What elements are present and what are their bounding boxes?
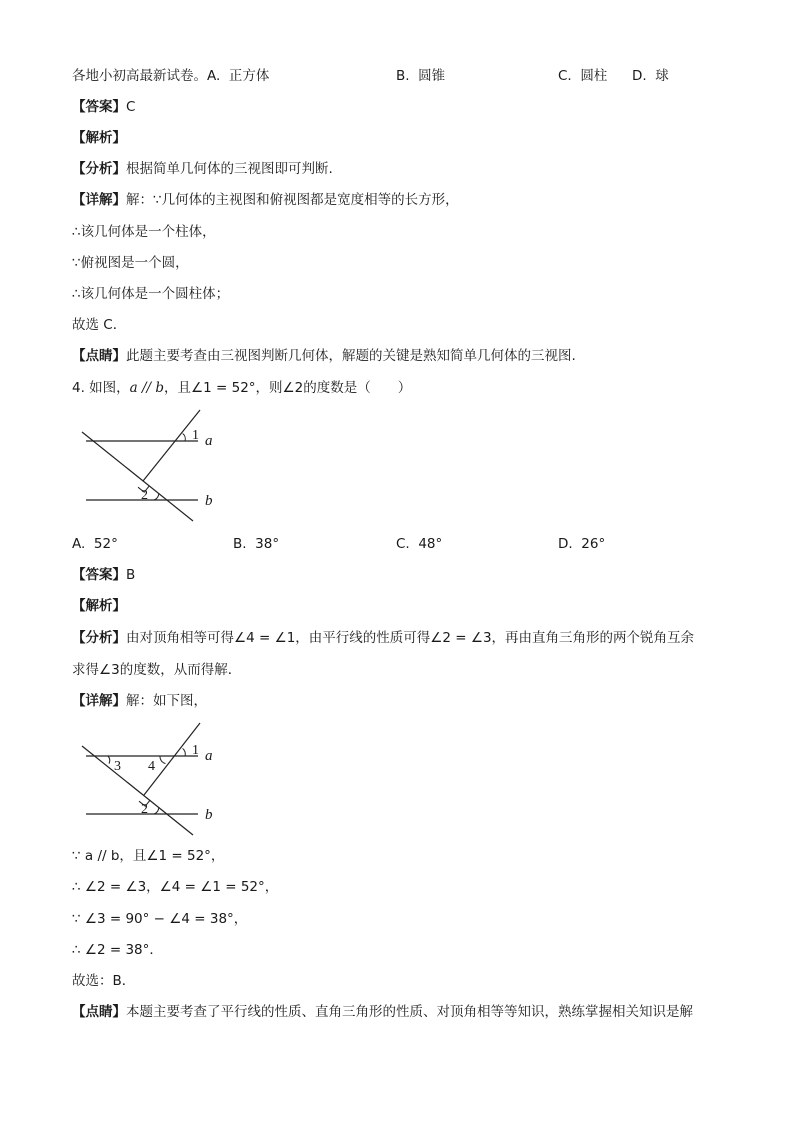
q4-answer-tag: 【答案】	[72, 567, 126, 583]
q3-xiangjie	[72, 190, 459, 210]
label-2: 2	[141, 488, 148, 503]
q3-step-1: ∴该几何体是一个柱体，	[72, 224, 216, 240]
label-2: 2	[141, 802, 148, 817]
q4-option-d-letter: D.	[558, 536, 573, 552]
label-3: 3	[114, 759, 121, 774]
q3-dianjing-tag: 【点睛】	[72, 348, 126, 364]
q4-step-1: ∵ a // b，且∠1 = 52°，	[72, 848, 225, 864]
q4-xiangjie	[72, 691, 207, 711]
q3-fenxi-text: 根据简单几何体的三视图即可判断.	[126, 161, 333, 177]
q4-stem	[72, 378, 411, 398]
q4-figure-1	[78, 405, 228, 525]
q4-fenxi-tag: 【分析】	[72, 630, 126, 646]
q3-xiangjie-tag: 【详解】	[72, 192, 126, 208]
angle-2-arc	[154, 493, 159, 500]
q3-prefix: 各地小初高最新试卷。	[72, 68, 207, 84]
q3-fenxi-tag: 【分析】	[72, 161, 126, 177]
q4-stem-a: 4. 如图，	[72, 380, 130, 396]
q4-option-c-text: 48°	[418, 536, 443, 552]
q3-xiangjie-text: 解：∵几何体的主视图和俯视图都是宽度相等的长方形，	[126, 192, 459, 208]
q4-fenxi-text-1: 由对顶角相等可得∠4 = ∠1，由平行线的性质可得∠2 = ∠3，再由直角三角形的两个锐角互余	[126, 630, 695, 646]
q4-step-4: ∴ ∠2 = 38°．	[72, 942, 163, 958]
transversal-line	[82, 746, 193, 835]
q3-answer-value: C	[126, 99, 136, 115]
q4-xiangjie-text: 解：如下图，	[126, 693, 207, 709]
q4-step-3: ∵ ∠3 = 90° − ∠4 = 38°，	[72, 911, 248, 927]
q4-option-d	[558, 534, 605, 554]
q4-dianjing-text: 本题主要考查了平行线的性质、直角三角形的性质、对顶角相等等知识，熟练掌握相关知识是解	[126, 1004, 693, 1020]
q3-option-b	[396, 66, 445, 86]
q3-answer	[72, 97, 135, 117]
q4-answer-value: B	[126, 567, 136, 583]
label-4: 4	[148, 759, 155, 774]
q4-step-2: ∴ ∠2 = ∠3，∠4 = ∠1 = 52°，	[72, 879, 279, 895]
q4-figure-2	[78, 718, 228, 838]
q3-option-c	[558, 66, 607, 86]
q4-option-b	[233, 534, 279, 554]
q4-analysis-tag: 【解析】	[72, 598, 126, 614]
label-1: 1	[192, 743, 199, 758]
q4-stem-parallel: a // b	[129, 380, 165, 396]
label-b: b	[205, 493, 213, 509]
q4-option-a-letter: A.	[72, 536, 86, 552]
label-b: b	[205, 807, 213, 823]
q3-option-d	[632, 66, 669, 86]
q3-answer-tag: 【答案】	[72, 99, 126, 115]
q4-option-b-text: 38°	[255, 536, 280, 552]
perpendicular-line	[143, 410, 200, 481]
q4-option-c-letter: C.	[396, 536, 410, 552]
q4-dianjing	[72, 1002, 693, 1022]
q4-option-b-letter: B.	[233, 536, 247, 552]
angle-1-arc	[183, 748, 186, 756]
q4-option-c	[396, 534, 442, 554]
label-a: a	[205, 433, 213, 449]
q3-option-c-text: 圆柱	[580, 68, 608, 84]
q3-option-d-text: 球	[655, 68, 669, 84]
q4-xiangjie-tag: 【详解】	[72, 693, 126, 709]
q3-option-a-text: 正方体	[228, 68, 270, 84]
q3-dianjing	[72, 346, 576, 366]
q4-option-d-text: 26°	[581, 536, 606, 552]
q4-fenxi-text-2: 求得∠3的度数，从而得解．	[72, 662, 242, 678]
angle-1-arc	[183, 434, 186, 442]
q4-option-a	[72, 534, 118, 554]
q3-step-4: 故选 C．	[72, 317, 127, 333]
q3-option-d-letter: D.	[632, 68, 647, 84]
q3-options-line	[72, 66, 269, 86]
q4-dianjing-tag: 【点睛】	[72, 1004, 126, 1020]
q3-option-c-letter: C.	[558, 68, 572, 84]
label-a: a	[205, 748, 213, 764]
q3-step-3: ∴该几何体是一个圆柱体；	[72, 286, 230, 302]
angle-3-arc	[108, 756, 110, 764]
q4-fenxi	[72, 628, 694, 648]
q3-fenxi	[72, 159, 333, 179]
q4-answer	[72, 565, 135, 585]
q3-option-b-letter: B.	[396, 68, 410, 84]
q4-step-5: 故选：B．	[72, 973, 136, 989]
q4-stem-c: ，且∠1 = 52°，则∠2的度数是（ ）	[164, 380, 412, 396]
label-1: 1	[192, 428, 199, 443]
angle-2-arc	[154, 807, 159, 814]
angle-4-arc	[160, 756, 166, 764]
q3-option-a-letter: A.	[207, 68, 221, 84]
q3-step-2: ∵俯视图是一个圆，	[72, 255, 189, 271]
q3-option-b-text: 圆锥	[418, 68, 446, 84]
q4-option-a-text: 52°	[93, 536, 118, 552]
transversal-line	[82, 432, 193, 521]
q3-dianjing-text: 此题主要考查由三视图判断几何体，解题的关键是熟知简单几何体的三视图.	[126, 348, 576, 364]
q3-analysis-tag: 【解析】	[72, 130, 126, 146]
